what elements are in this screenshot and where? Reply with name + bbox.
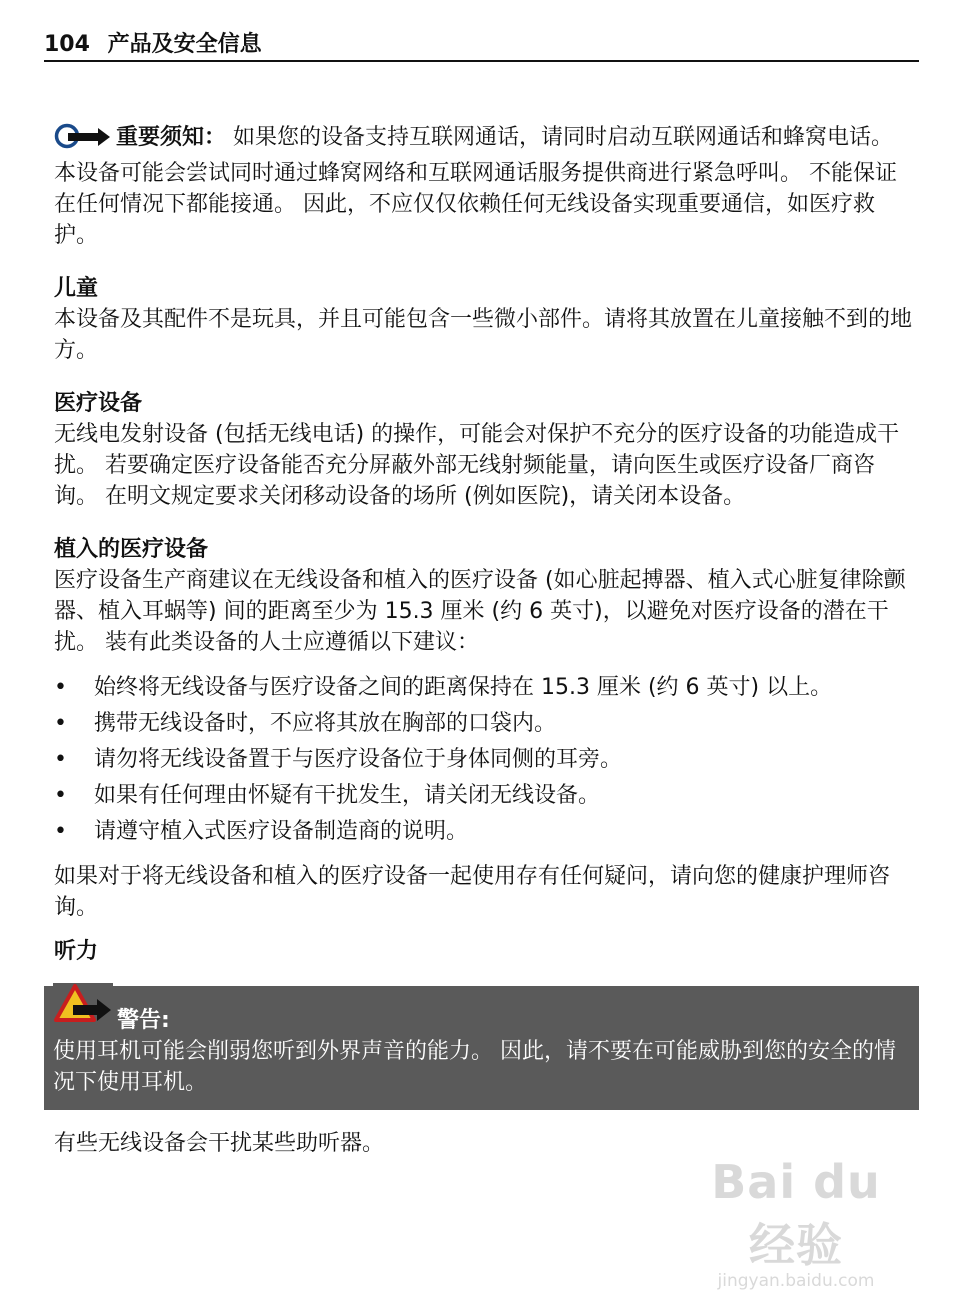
children-text: 本设备及其配件不是玩具，并且可能包含一些微小部件。请将其放置在儿童接触不到的地方。: [54, 307, 913, 363]
list-item: [54, 708, 916, 739]
notice-text: 如果您的设备支持互联网通话，请同时启动互联网通话和蜂窝电话。 本设备可能会尝试同时通过蜂窝网络和互联网通话服务提供商进行紧急呼叫。 不能保证在任何情况下都能接通。 因此，不应仅仅依赖任何无线设备实现重要通信，如医疗救护。: [54, 125, 897, 248]
notice-label: 重要须知：: [116, 125, 227, 150]
implanted-closing: 如果对于将无线设备和植入的医疗设备一起使用存有任何疑问，请向您的健康护理师咨询。: [54, 864, 891, 920]
warning-icon: [53, 983, 113, 1036]
hearing-aid-text: 有些无线设备会干扰某些助听器。: [54, 1131, 385, 1156]
page-header: [44, 30, 919, 62]
bullet-text: 请遵守植入式医疗设备制造商的说明。: [94, 819, 469, 844]
medical-text: 无线电发射设备 (包括无线电话) 的操作，可能会对保护不充分的医疗设备的功能造成干扰。 若要确定医疗设备能否充分屏蔽外部无线射频能量，请向医生或医疗设备厂商咨询。 在明文规定要求关闭移动设备的场所 (例如医院)，请关闭本设备。: [54, 422, 900, 509]
heading-implanted: 植入的医疗设备: [54, 537, 209, 562]
section-medical: [54, 388, 916, 512]
page-number: 104: [44, 32, 90, 57]
bullet-text: 请勿将无线设备置于与医疗设备位于身体同侧的耳旁。: [94, 747, 623, 772]
watermark: [681, 1155, 911, 1291]
section-children: [54, 273, 916, 366]
heading-hearing: 听力: [54, 939, 99, 964]
bullet-icon: •: [54, 819, 67, 844]
bullet-icon: •: [54, 747, 67, 772]
watermark-url: jingyan.baidu.com: [717, 1271, 875, 1291]
implanted-bullet-list: [54, 672, 916, 847]
page-title: 产品及安全信息: [107, 32, 262, 57]
main-content: [54, 122, 916, 923]
list-item: [54, 816, 916, 847]
bullet-text: 始终将无线设备与医疗设备之间的距离保持在 15.3 厘米 (约 6 英寸) 以上。: [94, 675, 833, 700]
section-implanted: [54, 534, 916, 923]
list-item: [54, 744, 916, 775]
note-icon: [54, 123, 112, 158]
list-item: [54, 672, 916, 703]
heading-medical: 医疗设备: [54, 391, 143, 416]
bullet-text: 如果有任何理由怀疑有干扰发生，请关闭无线设备。: [94, 783, 601, 808]
warning-label: 警告:: [117, 1008, 170, 1033]
bullet-text: 携带无线设备时，不应将其放在胸部的口袋内。: [94, 711, 557, 736]
warning-box: [44, 986, 919, 1110]
warning-text: 使用耳机可能会削弱您听到外界声音的能力。 因此，请不要在可能威胁到您的安全的情况下使用耳机。: [53, 1039, 896, 1095]
bullet-icon: •: [54, 711, 67, 736]
important-notice: [54, 122, 916, 251]
warning-title: [53, 990, 909, 1036]
implanted-text: 医疗设备生产商建议在无线设备和植入的医疗设备 (如心脏起搏器、植入式心脏复律除颤器、植入耳蜗等) 间的距离至少为 15.3 厘米 (约 6 英寸)，以避免对医疗设备的潜在干扰。 装有此类设备的人士应遵循以下建议：: [54, 568, 906, 655]
bullet-icon: •: [54, 783, 67, 808]
heading-children: 儿童: [54, 276, 99, 301]
watermark-logo: Bai du 经验: [711, 1155, 881, 1272]
bullet-icon: •: [54, 675, 67, 700]
list-item: [54, 780, 916, 811]
